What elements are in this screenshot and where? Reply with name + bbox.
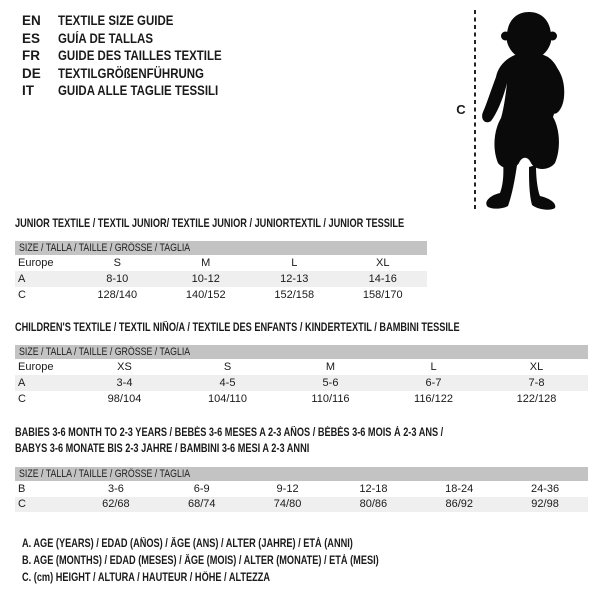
table-title-line xyxy=(15,216,427,232)
cell-value: 104/110 xyxy=(208,393,247,405)
language-label xyxy=(58,47,251,65)
babies-textile-section xyxy=(15,425,588,512)
cell-value: XL xyxy=(529,361,544,373)
row-label: C xyxy=(18,393,26,405)
size-header-text: SIZE / TALLA / TAILLE / GRÖSSE / TAGLIA xyxy=(19,346,191,358)
cell-value: 12-18 xyxy=(359,482,388,495)
baby-ear-right xyxy=(548,32,557,41)
language-row xyxy=(22,82,251,100)
cell-value: M xyxy=(325,361,336,373)
language-code: IT xyxy=(22,83,34,98)
language-row xyxy=(22,65,251,83)
cell-value: 6-7 xyxy=(425,377,442,389)
cell-value: 5-6 xyxy=(322,377,339,389)
language-row xyxy=(22,12,251,30)
junior-textile-section xyxy=(15,216,427,303)
cell-value: 3-6 xyxy=(107,482,124,495)
row-label: C xyxy=(18,498,26,511)
cell-value: 12-13 xyxy=(280,273,309,285)
cell-value: 62/68 xyxy=(102,498,130,511)
cell-value: S xyxy=(223,361,232,373)
table-row xyxy=(15,391,588,407)
cell-value: 14-16 xyxy=(368,273,397,285)
language-label-text: GUÍA DE TALLAS xyxy=(58,30,153,46)
table-title xyxy=(15,425,588,457)
cell-value: 98/104 xyxy=(107,393,142,405)
table-row xyxy=(15,359,588,375)
cell-value: 158/170 xyxy=(362,289,403,301)
table-title-line xyxy=(15,425,588,441)
cell-value: L xyxy=(430,361,437,373)
junior-size-table xyxy=(15,255,427,303)
babies-size-table xyxy=(15,481,588,512)
language-code: DE xyxy=(22,65,41,81)
cell-value: L xyxy=(291,257,298,269)
footnote-text: A. AGE (YEARS) / EDAD (AÑOS) / ÂGE (ANS) / ALTER (JAHRE) / ETÀ (ANNI) xyxy=(22,538,353,550)
legend-footnotes xyxy=(22,536,468,586)
cell-value: 128/140 xyxy=(97,289,138,301)
table-row xyxy=(15,497,588,513)
table-title xyxy=(15,320,588,336)
footnote-line xyxy=(22,570,468,587)
cell-value: M xyxy=(201,257,211,269)
cell-value: XL xyxy=(376,257,390,269)
cell-value: 9-12 xyxy=(276,482,299,495)
baby-ear-left xyxy=(501,32,510,41)
language-code: EN xyxy=(22,13,41,28)
table-row xyxy=(15,255,427,271)
language-label-text: GUIDE DES TAILLES TEXTILE xyxy=(58,48,222,63)
cell-value: 110/116 xyxy=(311,393,350,405)
cell-value: 3-4 xyxy=(116,377,133,389)
table-title-text: JUNIOR TEXTILE / TEXTIL JUNIOR/ TEXTILE JUNIOR / JUNIORTEXTIL / JUNIOR TESSILE xyxy=(15,218,405,230)
cell-value: S xyxy=(113,257,121,269)
cell-value: 74/80 xyxy=(273,498,302,511)
cell-value: 80/86 xyxy=(359,498,388,511)
height-label: C xyxy=(456,102,466,117)
table-title-text: BABYS 3-6 MONATE BIS 2-3 JAHRE / BAMBINI 3-6 MESI A 2-3 ANNI xyxy=(15,443,310,455)
cell-value: 92/98 xyxy=(531,498,559,511)
footnote-line xyxy=(22,553,468,570)
table-title-line xyxy=(15,441,588,457)
cell-value: 68/74 xyxy=(187,498,216,511)
size-header-bar xyxy=(15,241,427,255)
height-measure-dotted-line xyxy=(474,10,476,212)
table-row xyxy=(15,375,588,391)
children-size-table xyxy=(15,359,588,407)
language-label xyxy=(58,12,194,30)
row-label: Europe xyxy=(18,257,54,269)
size-header-text: SIZE / TALLA / TAILLE / GRÖSSE / TAGLIA xyxy=(19,242,191,254)
cell-value: 6-9 xyxy=(193,482,210,495)
table-row xyxy=(15,271,427,287)
table-row xyxy=(15,481,588,497)
cell-value: 116/122 xyxy=(414,393,453,405)
row-label: A xyxy=(18,377,26,389)
footnote-line xyxy=(22,536,468,553)
baby-silhouette-image xyxy=(479,5,600,210)
language-label-text: TEXTILGRÖßENFÜHRUNG xyxy=(58,65,204,81)
language-row xyxy=(22,47,251,65)
row-label: C xyxy=(18,289,26,301)
cell-value: 7-8 xyxy=(528,377,545,389)
cell-value: 152/158 xyxy=(274,289,315,301)
language-label xyxy=(58,65,230,83)
footnote-text: C. (cm) HEIGHT / ALTURA / HAUTEUR / HÖHE / ALTEZZA xyxy=(22,571,271,584)
language-code: FR xyxy=(22,48,40,63)
language-row xyxy=(22,30,251,48)
size-header-bar xyxy=(15,467,588,481)
baby-head xyxy=(507,12,552,59)
cell-value: 86/92 xyxy=(445,498,473,511)
baby-leg-left xyxy=(486,161,517,209)
row-label: Europe xyxy=(18,361,54,373)
table-title-text: BABIES 3-6 MONTH TO 2-3 YEARS / BEBÉS 3-6 MESES A 2-3 AÑOS / BÉBÉS 3-6 MOIS À 2-3 ANS / xyxy=(15,427,444,439)
cell-value: 8-10 xyxy=(106,273,129,285)
language-label xyxy=(58,30,170,48)
table-title-line xyxy=(15,320,588,336)
size-header-bar xyxy=(15,345,588,359)
language-label-text: GUIDA ALLE TAGLIE TESSILI xyxy=(58,83,219,98)
baby-leg-right xyxy=(529,165,555,210)
cell-value: 4-5 xyxy=(219,377,236,389)
footnote-text: B. AGE (MONTHS) / EDAD (MESES) / ÂGE (MOIS) / ALTER (MONATE) / ETÀ (MESI) xyxy=(22,554,379,567)
cell-value: 140/152 xyxy=(185,289,226,301)
table-title-text: CHILDREN'S TEXTILE / TEXTIL NIÑO/A / TEXTILE DES ENFANTS / KINDERTEXTIL / BAMBINI TESSILE xyxy=(15,322,460,334)
language-code: ES xyxy=(22,30,41,46)
children-textile-section xyxy=(15,320,588,407)
cell-value: 24-36 xyxy=(531,482,560,495)
table-title xyxy=(15,216,427,232)
cell-value: XS xyxy=(117,361,132,373)
cell-value: 122/128 xyxy=(516,393,557,405)
cell-value: 18-24 xyxy=(445,482,474,495)
row-label: A xyxy=(18,273,26,285)
language-title-block xyxy=(22,12,251,100)
cell-value: 10-12 xyxy=(191,273,220,285)
table-row xyxy=(15,287,427,303)
size-header-text: SIZE / TALLA / TAILLE / GRÖSSE / TAGLIA xyxy=(19,468,191,480)
language-label-text: TEXTILE SIZE GUIDE xyxy=(58,13,174,28)
row-label: B xyxy=(18,482,26,495)
language-label xyxy=(58,82,247,100)
